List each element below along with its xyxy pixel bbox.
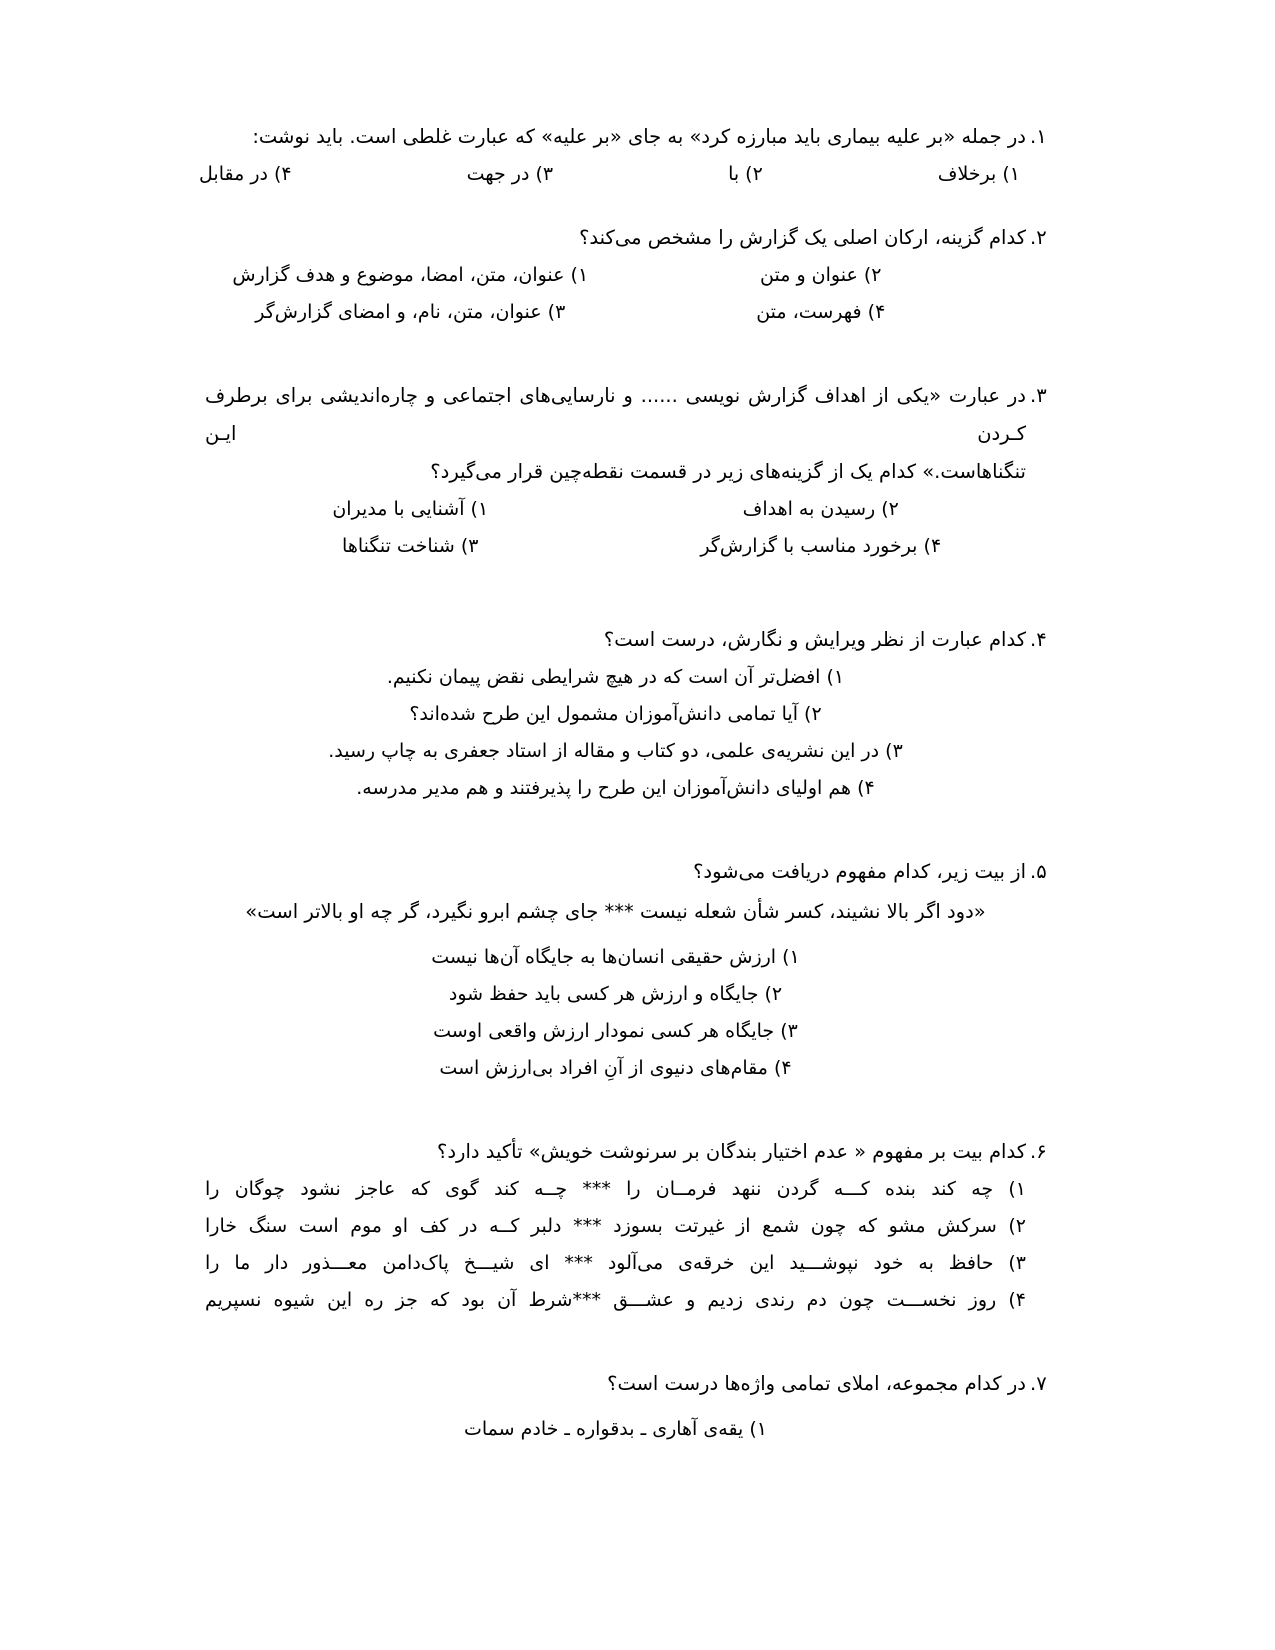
question-5-option-2[interactable]: ۲) جایگاه و ارزش هر کسی باید حفظ شود (448, 983, 783, 1005)
question-6-option-4[interactable]: ۴) روز نخســـت چون دم رندی زدیم و عشـــق ***شرط آن بود که جز ره این شیوه نسپریم (205, 1289, 1026, 1311)
question-1-option-row (199, 156, 1026, 193)
question-6-stem: کدام بیت بر مفهوم « عدم اختیار بندگان بر سرنوشت خویش» تأکید دارد؟ (437, 1140, 1026, 1163)
question-6-number: ۶. (1030, 1140, 1047, 1163)
question-3-option-row-b (205, 528, 1026, 565)
question-2-stem: کدام گزینه، ارکان اصلی یک گزارش را مشخص می‌کند؟ (579, 226, 1026, 249)
question-6-option-1[interactable]: ۱) چه کند بنده کـــه گردن ننهد فرمــان را *** چــه کند گوی که عاجز نشود چوگان را (205, 1178, 1026, 1200)
spacer (205, 1113, 1070, 1133)
question-6-options (205, 1171, 1026, 1319)
question-4-option-3[interactable]: ۳) در این نشریه‌ی علمی، دو کتاب و مقاله از استاد جعفری به چاپ رسید. (328, 740, 903, 762)
question-5-option-1[interactable]: ۱) ارزش حقیقی انسان‌ها به جایگاه آن‌ها نیست (431, 946, 800, 968)
question-4-number: ۴. (1030, 628, 1047, 651)
question-3-head (205, 377, 1070, 453)
question-4-option-1[interactable]: ۱) افضل‌تر آن است که در هیچ شرایطی نقض پیمان نکنیم. (386, 666, 845, 688)
question-7-option-1[interactable]: ۱) یقه‌ی آهاری ـ بدقواره ـ خادم سمات (463, 1418, 768, 1440)
question-5-option-3[interactable]: ۳) جایگاه هر کسی نمودار ارزش واقعی اوست (433, 1020, 798, 1042)
question-block-4 (205, 621, 1070, 807)
question-7-stem: در کدام مجموعه، املای تمامی واژه‌ها درست است؟ (607, 1372, 1026, 1395)
question-1-option-4[interactable]: ۴) در مقابل (199, 163, 292, 185)
question-2-number: ۲. (1030, 226, 1047, 249)
question-6-option-3[interactable]: ۳) حافظ به خود نپوشـــید این خرقه‌ی می‌آلود *** ای شیـــخ پاک‌دامن معـــذور دار ما را (205, 1252, 1026, 1274)
question-1-option-2[interactable]: ۲) با (728, 163, 763, 185)
question-3-option-row-a (205, 491, 1026, 528)
question-2-option-row-a (205, 257, 1026, 294)
question-block-5 (205, 853, 1070, 1087)
question-2-head (205, 219, 1070, 257)
question-block-1 (199, 118, 1070, 193)
question-block-6 (205, 1133, 1070, 1319)
question-4-options (205, 659, 1026, 807)
spacer (205, 1345, 1070, 1365)
question-1-head (205, 118, 1070, 156)
spacer (205, 833, 1070, 853)
question-4-option-2[interactable]: ۲) آیا تمامی دانش‌آموزان مشمول این طرح شده‌اند؟ (409, 703, 822, 725)
question-3-stem-line-1: در عبارت «یکی از اهداف گزارش نویسی ...... و نارسایی‌های اجتماعی و چاره‌اندیشی برای برطرف کـردن ایـن (205, 384, 1026, 445)
question-4-option-4[interactable]: ۴) هم اولیای دانش‌آموزان این طرح را پذیرفتند و هم مدیر مدرسه. (356, 777, 875, 799)
question-1-number: ۱. (1030, 125, 1047, 148)
question-3-option-3[interactable]: ۳) شناخت تنگناها (342, 535, 479, 557)
question-block-7 (205, 1365, 1070, 1448)
question-6-head (205, 1133, 1070, 1171)
question-3-option-2[interactable]: ۲) رسیدن به اهداف (742, 498, 899, 520)
question-3-option-4[interactable]: ۴) برخورد مناسب با گزارش‌گر (700, 535, 942, 557)
question-2-option-4[interactable]: ۴) فهرست، متن (756, 301, 886, 323)
question-2-option-2[interactable]: ۲) عنوان و متن (760, 264, 882, 286)
question-block-3 (205, 377, 1070, 565)
spacer (205, 357, 1070, 377)
question-6-option-2[interactable]: ۲) سرکش مشو که چون شمع از غیرتت بسوزد *** دلبر کــه در کف او موم است سنگ خارا (205, 1215, 1026, 1237)
question-5-body (205, 893, 1026, 1087)
question-4-head (205, 621, 1070, 659)
question-1-stem: در جمله «بر علیه بیماری باید مبارزه کرد» به جای «بر علیه» که عبارت غلطی است. باید نوشت: (252, 125, 1026, 148)
question-4-stem: کدام عبارت از نظر ویرایش و نگارش، درست است؟ (603, 628, 1026, 651)
question-5-number: ۵. (1030, 860, 1047, 883)
spacer (205, 591, 1070, 621)
question-5-option-4[interactable]: ۴) مقام‌های دنیوی از آنِ افراد بی‌ارزش است (439, 1057, 792, 1079)
question-5-verse: «دود اگر بالا نشیند، کسر شأن شعله نیست *** جای چشم ابرو نگیرد، گر چه او بالاتر است» (245, 900, 986, 923)
questions-container (199, 118, 1070, 1474)
question-7-number: ۷. (1030, 1372, 1047, 1395)
question-1-option-3[interactable]: ۳) در جهت (466, 163, 554, 185)
spacer (205, 931, 1026, 939)
question-2-option-row-b (205, 294, 1026, 331)
spacer (205, 1403, 1026, 1411)
question-3-number: ۳. (1030, 384, 1047, 407)
question-3-option-1[interactable]: ۱) آشنایی با مدیران (332, 498, 489, 520)
question-5-head (205, 853, 1070, 891)
question-7-options (205, 1403, 1026, 1448)
question-1-options (199, 156, 1026, 193)
question-5-stem: از بیت زیر، کدام مفهوم دریافت می‌شود؟ (693, 860, 1026, 883)
question-1-option-1[interactable]: ۱) برخلاف (937, 163, 1020, 185)
question-block-2 (205, 219, 1070, 331)
question-2-option-1[interactable]: ۱) عنوان، متن، امضا، موضوع و هدف گزارش (232, 264, 589, 286)
question-7-head (205, 1365, 1070, 1403)
question-2-option-3[interactable]: ۳) عنوان، متن، نام، و امضای گزارش‌گر (255, 301, 566, 323)
question-3-stem-line-2: تنگناهاست.» کدام یک از گزینه‌های زیر در قسمت نقطه‌چین قرار می‌گیرد؟ (430, 460, 1026, 483)
question-2-options (205, 257, 1026, 331)
question-3-body (205, 453, 1026, 565)
